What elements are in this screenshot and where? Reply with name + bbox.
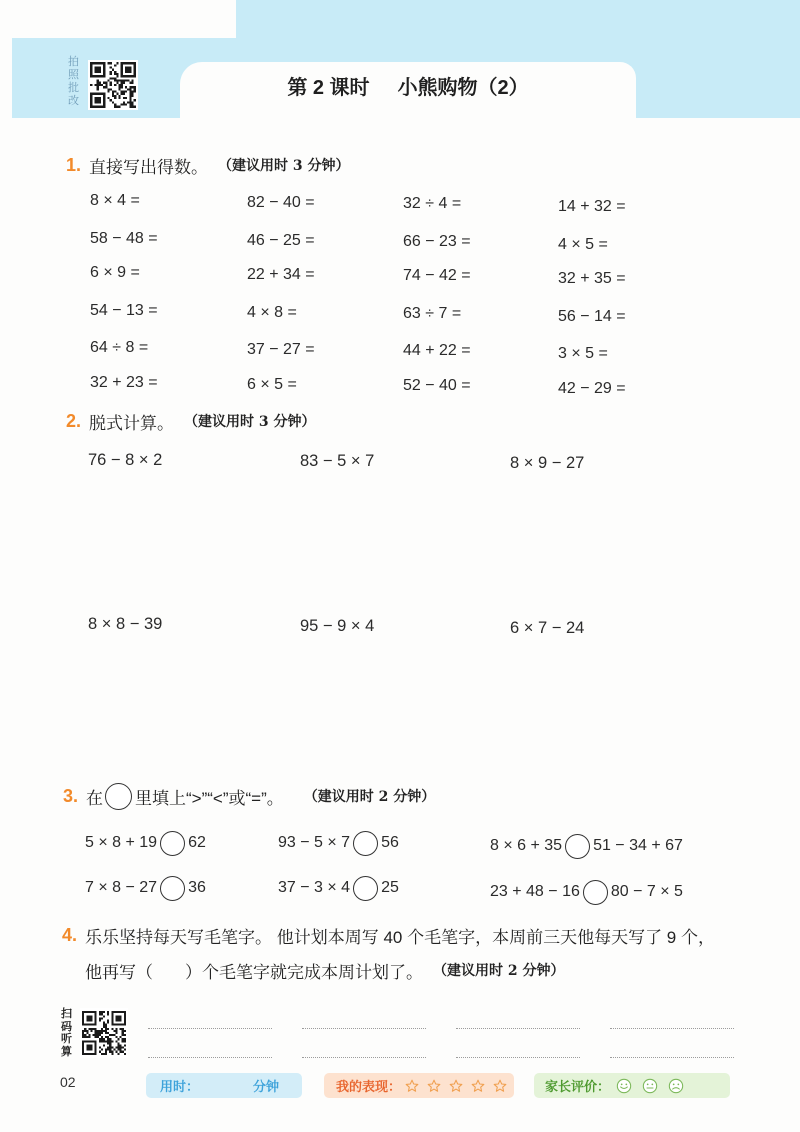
star-rating <box>405 1079 507 1093</box>
lesson-number: 第 2 课时 <box>287 77 370 99</box>
compare-item <box>85 874 206 902</box>
mental-math-item: 66 − 23 = <box>403 233 471 250</box>
question-4-line-2 <box>85 956 565 984</box>
performance-box <box>324 1073 514 1098</box>
compare-right: 80 − 7 × 5 <box>610 883 683 900</box>
question-instruction-start: 在 <box>86 788 103 808</box>
compare-left: 23 + 48 − 16 <box>490 883 580 900</box>
question-instruction: 脱式计算。 <box>89 413 174 433</box>
word-problem-text: ）个毛笔字就完成本周计划了。 <box>185 962 423 982</box>
answer-blank[interactable] <box>153 960 185 980</box>
mental-math-item: 44 + 22 = <box>403 342 471 359</box>
mental-math-item: 42 − 29 = <box>558 380 626 397</box>
question-1-heading <box>66 151 350 179</box>
compare-circle[interactable] <box>160 831 185 856</box>
word-problem-text: 乐乐坚持每天写毛笔字。 他计划本周写 40 个毛笔字，本周前三天他每天写了 9 个， <box>85 927 715 947</box>
compare-circle[interactable] <box>583 880 608 905</box>
mental-math-item: 52 − 40 = <box>403 377 471 394</box>
mental-math-item: 22 + 34 = <box>247 266 315 283</box>
star-icon[interactable] <box>449 1079 463 1093</box>
mental-math-item: 32 ÷ 4 = <box>403 195 462 212</box>
answer-line[interactable] <box>148 1028 272 1029</box>
compare-left: 5 × 8 + 19 <box>85 834 158 851</box>
step-calc-item: 95 − 9 × 4 <box>300 617 375 635</box>
answer-line[interactable] <box>610 1028 734 1029</box>
page-number: 02 <box>60 1074 76 1090</box>
mental-math-item: 6 × 5 = <box>247 376 297 393</box>
mental-math-item: 46 − 25 = <box>247 232 315 249</box>
photo-grading-label: 拍照批改 <box>68 56 79 107</box>
compare-right: 51 − 34 + 67 <box>593 837 683 854</box>
compare-left: 7 × 8 − 27 <box>85 879 158 896</box>
answer-line[interactable] <box>148 1057 272 1058</box>
mental-math-item: 4 × 5 = <box>558 236 608 253</box>
compare-circle[interactable] <box>565 834 590 859</box>
page-title <box>180 74 636 102</box>
compare-right: 25 <box>381 879 399 896</box>
time-used-box <box>146 1073 302 1098</box>
answer-line[interactable] <box>302 1057 426 1058</box>
compare-item <box>278 874 399 902</box>
step-calc-item: 76 − 8 × 2 <box>88 451 163 469</box>
compare-right: 62 <box>188 834 206 851</box>
mental-math-item: 32 + 35 = <box>558 270 626 287</box>
star-icon[interactable] <box>405 1079 419 1093</box>
answer-line[interactable] <box>456 1057 580 1058</box>
qr-code-icon <box>88 60 138 110</box>
parent-review-faces <box>616 1078 684 1094</box>
star-icon[interactable] <box>493 1079 507 1093</box>
mental-math-item: 63 ÷ 7 = <box>403 305 462 322</box>
answer-line[interactable] <box>456 1028 580 1029</box>
mental-math-item: 3 × 5 = <box>558 345 608 362</box>
compare-circle[interactable] <box>160 876 185 901</box>
compare-item <box>490 832 683 860</box>
mental-math-item: 82 − 40 = <box>247 194 315 211</box>
question-number: 3. <box>63 785 79 806</box>
question-3-heading <box>63 782 435 810</box>
example-circle <box>105 783 132 810</box>
smiley-happy-icon[interactable] <box>616 1078 632 1094</box>
time-used-unit: 分钟 <box>253 1079 280 1094</box>
question-instruction: 直接写出得数。 <box>89 157 208 177</box>
question-number: 4. <box>62 924 78 945</box>
mental-math-item: 58 − 48 = <box>90 230 158 247</box>
star-icon[interactable] <box>427 1079 441 1093</box>
time-suggestion: （建议用时 3 分钟） <box>218 158 350 174</box>
question-4-line-1 <box>62 921 715 949</box>
mental-math-item: 56 − 14 = <box>558 308 626 325</box>
parent-review-box <box>534 1073 730 1098</box>
compare-right: 56 <box>381 834 399 851</box>
question-number: 2. <box>66 410 82 431</box>
question-number: 1. <box>66 154 82 175</box>
parent-review-label: 家长评价： <box>545 1079 611 1094</box>
answer-line[interactable] <box>302 1028 426 1029</box>
qr-code-icon <box>80 1008 128 1058</box>
compare-left: 37 − 3 × 4 <box>278 879 351 896</box>
compare-left: 93 − 5 × 7 <box>278 834 351 851</box>
compare-item <box>85 829 206 857</box>
mental-math-item: 54 − 13 = <box>90 302 158 319</box>
compare-right: 36 <box>188 879 206 896</box>
time-used-label: 用时： <box>160 1079 200 1094</box>
step-calc-item: 8 × 9 − 27 <box>510 454 585 472</box>
mental-math-item: 37 − 27 = <box>247 341 315 358</box>
star-icon[interactable] <box>471 1079 485 1093</box>
compare-item <box>490 878 683 906</box>
compare-item <box>278 829 399 857</box>
performance-label: 我的表现： <box>336 1079 402 1094</box>
mental-math-item: 74 − 42 = <box>403 267 471 284</box>
time-suggestion: （建议用时 2 分钟） <box>433 963 565 979</box>
mental-math-item: 32 + 23 = <box>90 374 158 391</box>
time-suggestion: （建议用时 3 分钟） <box>184 414 316 430</box>
lesson-title: 小熊购物（2） <box>397 77 529 99</box>
step-calc-item: 6 × 7 − 24 <box>510 619 585 637</box>
step-calc-item: 8 × 8 − 39 <box>88 615 163 633</box>
compare-circle[interactable] <box>353 831 378 856</box>
question-instruction-end: 里填上“>”“<”或“=”。 <box>135 788 284 808</box>
mental-math-item: 14 + 32 = <box>558 198 626 215</box>
step-calc-item: 83 − 5 × 7 <box>300 452 375 470</box>
compare-left: 8 × 6 + 35 <box>490 837 563 854</box>
time-suggestion: （建议用时 2 分钟） <box>303 789 436 805</box>
answer-line[interactable] <box>610 1057 734 1058</box>
mental-math-item: 6 × 9 = <box>90 264 140 281</box>
compare-circle[interactable] <box>353 876 378 901</box>
mental-math-item: 8 × 4 = <box>90 192 140 209</box>
word-problem-text: 他再写（ <box>85 962 153 982</box>
scan-listen-label: 扫码听算 <box>61 1008 72 1058</box>
smiley-neutral-icon[interactable] <box>642 1078 658 1094</box>
mental-math-item: 4 × 8 = <box>247 304 297 321</box>
question-2-heading <box>66 407 316 435</box>
mental-math-item: 64 ÷ 8 = <box>90 339 149 356</box>
smiley-sad-icon[interactable] <box>668 1078 684 1094</box>
